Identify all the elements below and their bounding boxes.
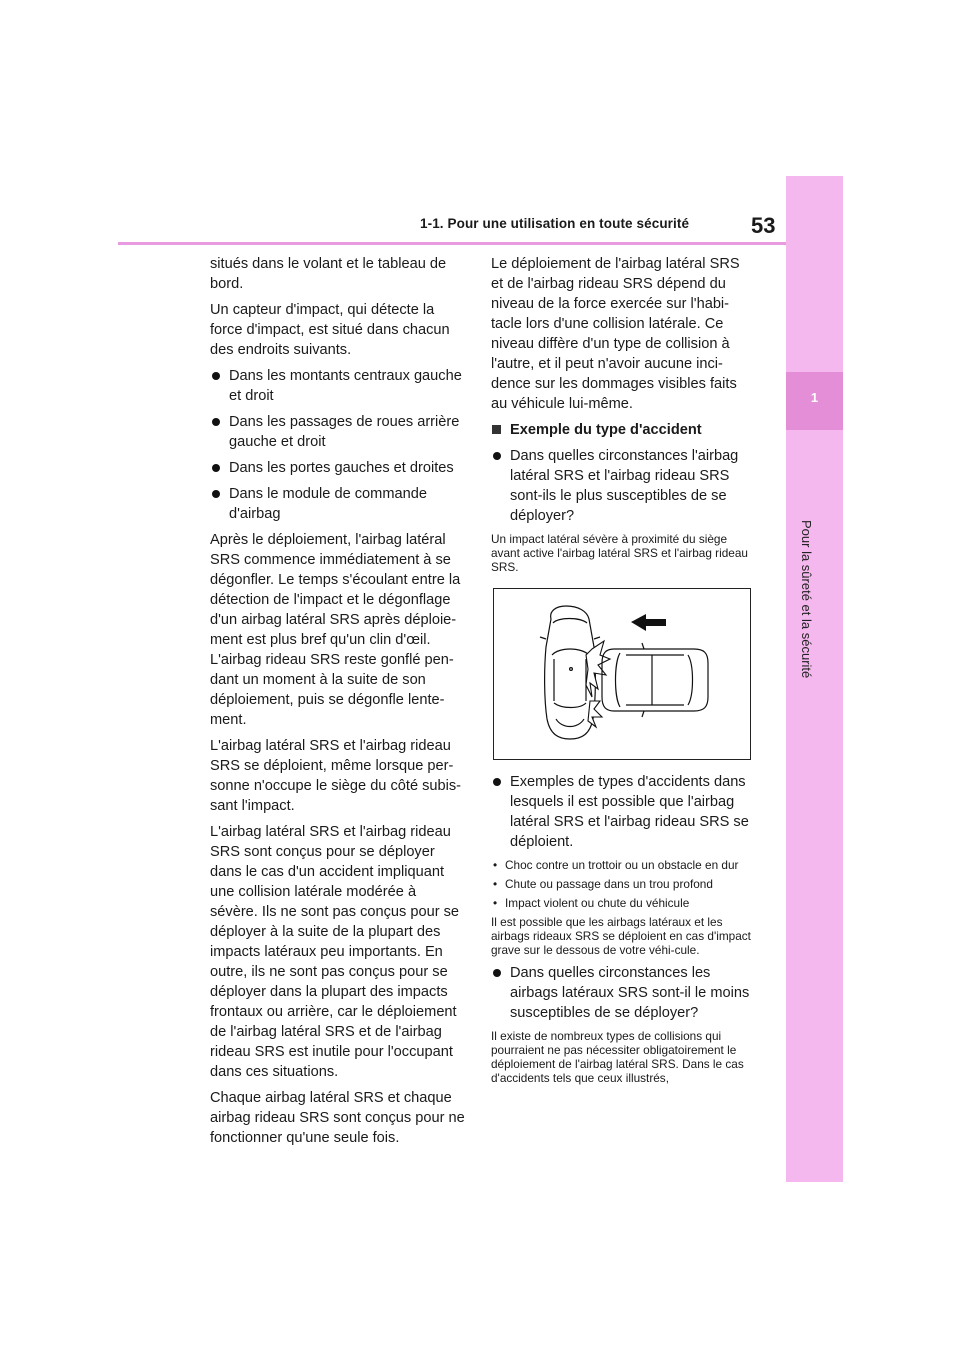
sub-bullet-icon: • xyxy=(493,896,498,910)
bullet-dot-icon xyxy=(212,490,220,498)
header-divider xyxy=(118,242,788,245)
paragraph: Un capteur d'impact, qui détecte la force d'impact, est situé dans chacun des endroits suivants. xyxy=(210,302,450,358)
bullet-item xyxy=(210,412,466,452)
paragraph: L'airbag latéral SRS et l'airbag rideau SRS se déploient, même lorsque per-sonne n'occupe le siège du côté subis-sant l'impact. xyxy=(210,738,462,814)
page-number: 53 xyxy=(751,213,776,238)
sub-list-item xyxy=(491,877,753,891)
bullet-dot-icon xyxy=(493,778,501,786)
paragraph: situés dans le volant et le tableau de bord. xyxy=(210,256,447,292)
sub-list-item xyxy=(491,896,753,910)
collision-diagram xyxy=(494,589,750,759)
paragraph: Le déploiement de l'airbag latéral SRS et de l'airbag rideau SRS dépend du niveau de la force exercée sur l'habi-tacle lors d'une collision latérale. Ce niveau diffère d'un type de collision à l'autre, et il peut n'avoir aucune inci-dence sur les dommages visibles faits au véhicule lui-même. xyxy=(491,256,740,412)
sub-bullet-icon: • xyxy=(493,877,498,891)
chapter-label: Pour la sûreté et la sécurité xyxy=(799,520,814,679)
sub-list-text: Chute ou passage dans un trou profond xyxy=(505,877,713,891)
bullet-item xyxy=(491,963,753,1023)
section-heading-text: Exemple du type d'accident xyxy=(510,422,702,438)
bullet-dot-icon xyxy=(493,452,501,460)
sub-list-text: Impact violent ou chute du véhicule xyxy=(505,896,690,910)
bullet-text: Dans les montants centraux gauche et droit xyxy=(229,368,462,404)
bullet-text: Exemples de types d'accidents dans lesquels il est possible que l'airbag latéral SRS et l'airbag rideau SRS se déploient. xyxy=(510,774,749,850)
paragraph: Chaque airbag latéral SRS et chaque airbag rideau SRS sont conçus pour ne fonctionner qu'une seule fois. xyxy=(210,1090,465,1146)
sub-bullet-icon: • xyxy=(493,858,498,872)
sub-list-item xyxy=(491,858,753,872)
right-column xyxy=(491,254,753,1091)
note-text: Un impact latéral sévère à proximité du siège avant active l'airbag latéral SRS et l'airbag rideau SRS. xyxy=(491,532,748,574)
page-header-title: 1-1. Pour une utilisation en toute sécurité xyxy=(420,216,690,231)
paragraph: Après le déploiement, l'airbag latéral SRS commence immédiatement à se dégonfler. Le temps s'écoulant entre la détection de l'impact et le dégonflage d'un airbag latéral SRS après déploie-ment est plus bref qu'un clin d'œil. L'airbag rideau SRS reste gonflé pen-dant un moment à la suite de son déploiement, puis se dégonfle lente-ment. xyxy=(210,532,461,728)
bullet-item xyxy=(491,772,753,852)
sub-list-text: Choc contre un trottoir ou un obstacle en dur xyxy=(505,858,739,872)
bullet-item xyxy=(491,446,753,526)
impact-direction-arrow-icon xyxy=(631,614,666,631)
bullet-item xyxy=(210,458,466,478)
chapter-side-tab xyxy=(786,176,843,1182)
impacting-car-icon xyxy=(602,643,708,717)
impact-burst-icon xyxy=(586,641,610,727)
note-text: Il est possible que les airbags latéraux et les airbags rideaux SRS se déploient en cas d'impact grave sur le dessous de votre véhi-cule. xyxy=(491,915,751,957)
bullet-item xyxy=(210,366,466,406)
paragraph: L'airbag latéral SRS et l'airbag rideau SRS sont conçus pour se déployer dans le cas d'un accident impliquant une collision latérale modérée à sévère. Ils ne sont pas conçus pour se déployer à la suite de la plupart des impacts latéraux peu importants. En outre, ils ne sont pas conçus pour se déployer dans la plupart des impacts frontaux ou arrière, car le déploiement de l'airbag latéral SRS et de l'airbag rideau SRS est inutile pour l'occupant dans ces situations. xyxy=(210,824,460,1080)
square-bullet-icon xyxy=(492,425,501,434)
bullet-text: Dans quelles circonstances l'airbag latéral SRS et l'airbag rideau SRS sont-ils le plus susceptibles de se déployer? xyxy=(510,448,739,524)
section-heading xyxy=(491,420,753,440)
bullet-dot-icon xyxy=(212,464,220,472)
bullet-text: Dans quelles circonstances les airbags latéraux SRS sont-il le moins susceptibles de se déployer? xyxy=(510,965,750,1021)
side-impact-illustration xyxy=(493,588,751,760)
note-text: Il existe de nombreux types de collisions qui pourraient ne pas nécessiter obligatoirement le déploiement de l'airbag latéral SRS. Dans le cas d'accidents tels que ceux illustrés, xyxy=(491,1029,744,1085)
chapter-number: 1 xyxy=(810,390,819,405)
bullet-text: Dans le module de commande d'airbag xyxy=(229,486,427,522)
left-column xyxy=(210,254,466,1154)
bullet-item xyxy=(210,484,466,524)
bullet-text: Dans les passages de roues arrière gauche et droit xyxy=(229,414,460,450)
bullet-text: Dans les portes gauches et droites xyxy=(229,460,454,476)
bullet-dot-icon xyxy=(212,372,220,380)
bullet-dot-icon xyxy=(493,969,501,977)
bullet-dot-icon xyxy=(212,418,220,426)
